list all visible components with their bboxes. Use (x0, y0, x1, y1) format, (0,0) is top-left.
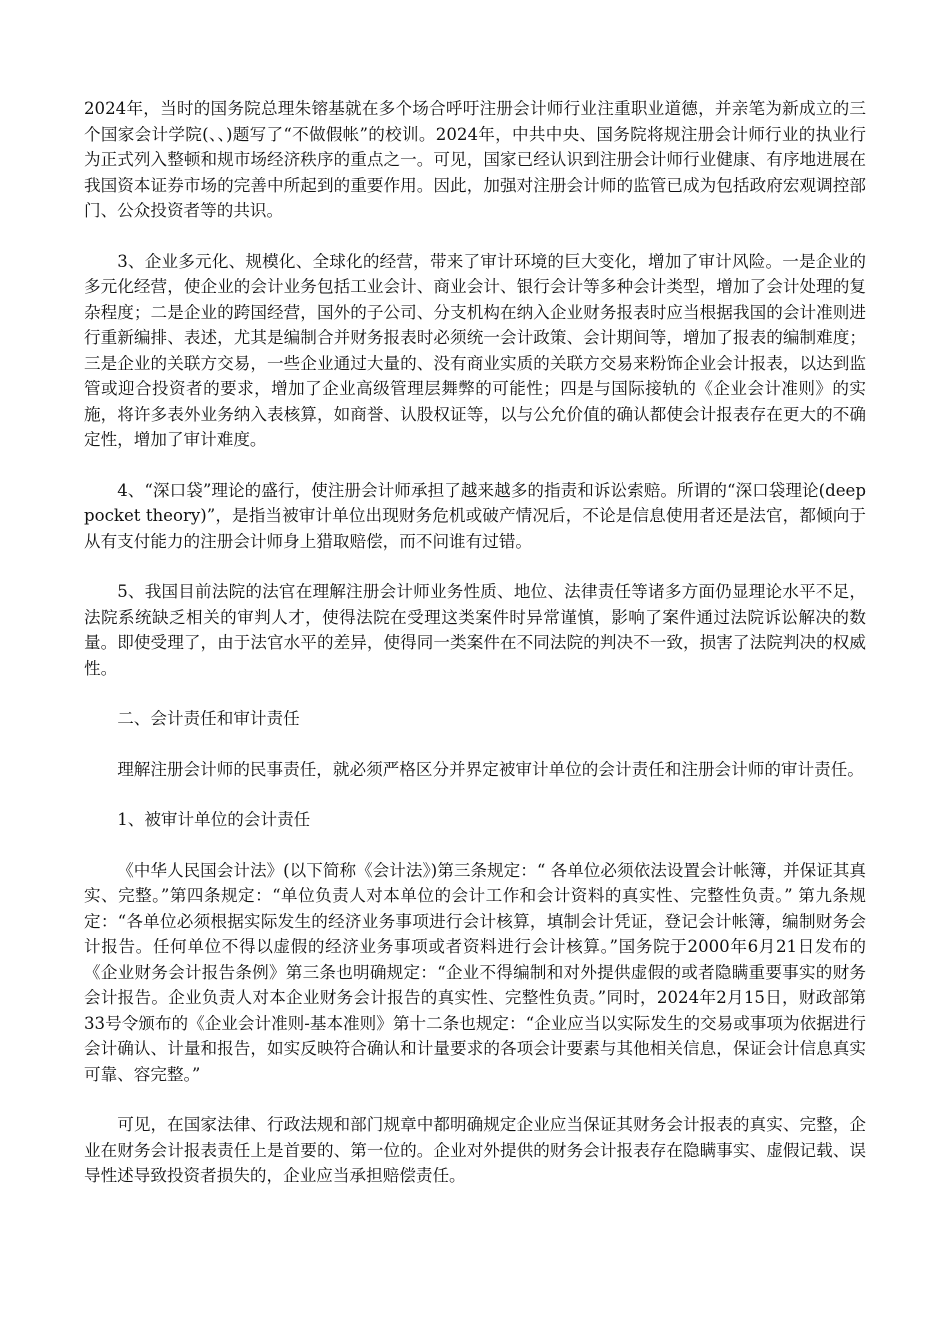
paragraph-point-4: 4、“深口袋”理论的盛行，使注册会计师承担了越来越多的指责和诉讼索赔。所谓的“深口袋理论(deep pocket theory)”，是指当被审计单位出现财务危机或破产情况后，不论是信息使用者还是法官，都倾向于从有支付能力的注册会计师身上猎取赔偿，而不问谁有过错。 (84, 480, 866, 551)
paragraph-point-5: 5、我国目前法院的法官在理解注册会计师业务性质、地位、法律责任等诸多方面仍显理论水平不足，法院系统缺乏相关的审判人才，使得法院在受理这类案件时异常谨慎，影响了案件通过法院诉讼解决的数量。即使受理了，由于法官水平的差异，使得同一类案件在不同法院的判决不一致，损害了法院判决的权威性。 (84, 582, 866, 678)
paragraph-law-citations: 《中华人民国会计法》(以下简称《会计法》)第三条规定：“ 各单位必须依法设置会计帐簿，并保证其真实、完整。”第四条规定：“单位负责人对本单位的会计工作和会计资料的真实性、完整性负责。” 第九条规定：“各单位必须根据实际发生的经济业务事项进行会计核算，填制会计凭证，登记会计帐簿，编制财务会计报告。任何单位不得以虚假的经济业务事项或者资料进行会计核算。”国务院于2000年6月21日发布的《企业财务会计报告条例》第三条也明确规定：“企业不得编制和对外提供虚假的或者隐瞒重要事实的财务会计报告。企业负责人对本企业财务会计报告的真实性、完整性负责。”同时，2024年2月15日，财政部第33号令颁布的《企业会计准则-基本准则》第十二条也规定：“企业应当以实际发生的交易或事项为依据进行会计确认、计量和报告，如实反映符合确认和计量要求的各项会计要素与其他相关信息，保证会计信息真实可靠、容完整。” (84, 860, 866, 1084)
section-heading: 二、会计责任和审计责任 (117, 709, 300, 728)
paragraph-intro: 2024年，当时的国务院总理朱镕基就在多个场合呼吁注册会计师行业注重职业道德，并亲笔为新成立的三个国家会计学院(、、)题写了“不做假帐”的校训。2024年，中共中央、国务院将规注册会计师行业的执业行为正式列入整顿和规市场经济秩序的重点之一。可见，国家已经认识到注册会计师行业健康、有序地进展在我国资本证券市场的完善中所起到的重要作用。因此，加强对注册会计师的监管已成为包括政府宏观调控部门、公众投资者等的共识。 (84, 99, 866, 220)
paragraph-point-3: 3、企业多元化、规模化、全球化的经营，带来了审计环境的巨大变化，增加了审计风险。一是企业的多元化经营，使企业的会计业务包括工业会计、商业会计、银行会计等多种会计类型，增加了会计处理的复杂程度；二是企业的跨国经营，国外的子公司、分支机构在纳入企业财务报表时应当根据我国的会计准则进行重新编排、表述，尤其是编制合并财务报表时必须统一会计政策、会计期间等，增加了报表的编制难度；三是企业的关联方交易，一些企业通过大量的、没有商业实质的关联方交易来粉饰企业会计报表，以达到监管或迎合投资者的要求，增加了企业高级管理层舞弊的可能性；四是与国际接轨的《企业会计准则》的实施，将许多表外业务纳入表核算，如商誉、认股权证等，以与公允价值的确认都使会计报表存在更大的不确定性，增加了审计难度。 (84, 251, 866, 449)
paragraph-section-intro: 理解注册会计师的民事责任，就必须严格区分并界定被审计单位的会计责任和注册会计师的审计责任。 (117, 759, 864, 779)
subsection-heading: 1、被审计单位的会计责任 (117, 810, 311, 829)
paragraph-conclusion: 可见，在国家法律、行政法规和部门规章中都明确规定企业应当保证其财务会计报表的真实、完整，企业在财务会计报表责任上是首要的、第一位的。企业对外提供的财务会计报表存在隐瞒事实、虚假记载、误导性述导致投资者损失的，企业应当承担赔偿责任。 (84, 1115, 866, 1185)
document-page (84, 96, 866, 1214)
